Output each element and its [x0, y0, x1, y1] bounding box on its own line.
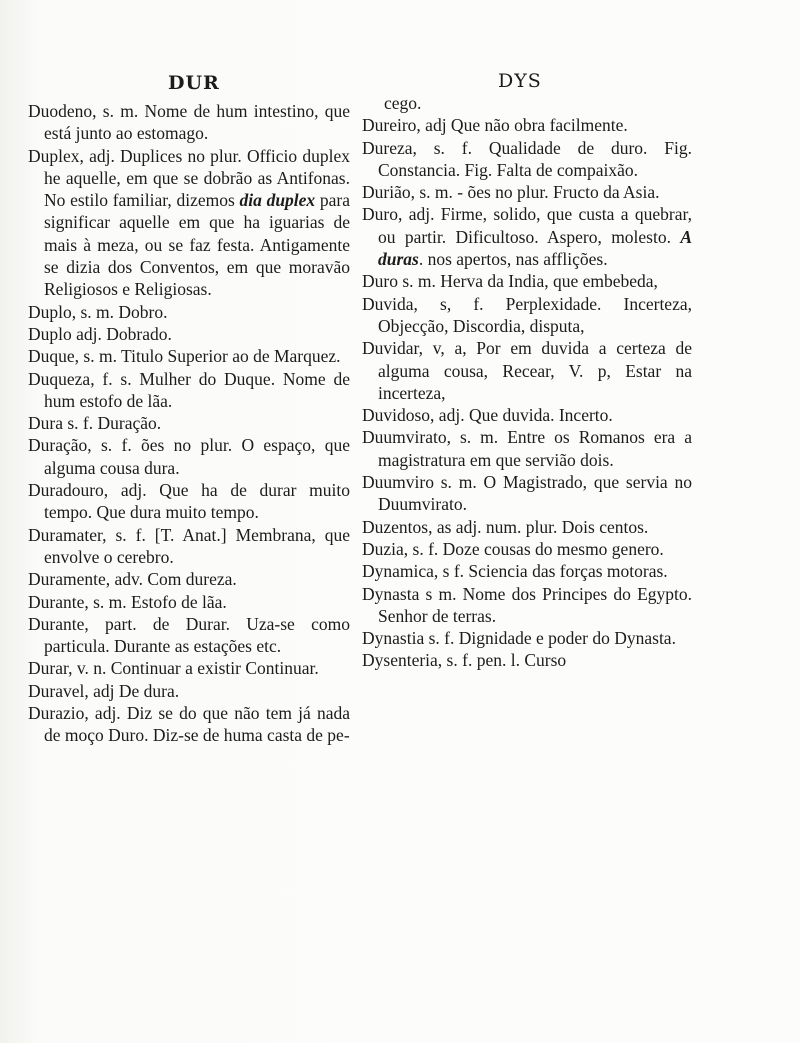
dictionary-entry — [362, 583, 692, 628]
entry-text: Duro, adj. Firme, solido, que custa a quebrar, ou partir. Dificultoso. Aspero, molesto. — [362, 204, 692, 247]
dictionary-entry — [28, 702, 350, 747]
entry-text: Duradouro, adj. Que ha de durar muito tempo. Que dura muito tempo. — [28, 480, 350, 523]
right-column-entries — [362, 92, 692, 672]
dictionary-entry — [28, 524, 350, 569]
entry-text: Duumviro s. m. O Magistrado, que servia no Duumvirato. — [362, 472, 692, 515]
entry-italic-phrase: A duras — [378, 226, 692, 270]
dictionary-entry — [28, 323, 350, 345]
dictionary-entry — [28, 657, 350, 679]
dictionary-entry — [28, 434, 350, 479]
entry-text: Duravel, adj De dura. — [28, 680, 180, 701]
dictionary-entry — [28, 301, 350, 323]
entry-text: Duro s. m. Herva da India, que embebeda, — [362, 271, 658, 292]
entry-text: Duzentos, as adj. num. plur. Dois centos. — [362, 516, 649, 537]
dictionary-entry — [362, 404, 692, 426]
entry-text: Dura s. f. Duração. — [28, 413, 162, 434]
entry-text: Duplo adj. Dobrado. — [28, 323, 172, 344]
entry-text: Durante, s. m. Estofo de lãa. — [28, 591, 227, 612]
dictionary-entry — [362, 137, 692, 182]
entry-text: Duqueza, f. s. Mulher do Duque. Nome de hum estofo de lãa. — [28, 368, 350, 411]
entry-text: Dynastia s. f. Dignidade e poder do Dynasta. — [362, 628, 676, 649]
entry-text: Dysenteria, s. f. pen. l. Curso — [362, 650, 567, 671]
entry-text: Duque, s. m. Titulo Superior ao de Marquez. — [28, 346, 341, 367]
entry-text: Dureza, s. f. Qualidade de duro. Fig. Constancia. Fig. Falta de compaixão. — [362, 137, 692, 180]
entry-text: Durião, s. m. - ões no plur. Fructo da Asia. — [362, 182, 660, 203]
entry-text: Duplo, s. m. Dobro. — [28, 301, 168, 322]
dictionary-entry — [28, 591, 350, 613]
entry-text-continued: . nos apertos, nas afflições. — [418, 249, 608, 270]
dictionary-entry — [362, 538, 692, 560]
right-column-header: DYS — [498, 70, 542, 92]
entry-text-continued: para significar aquelle em que ha iguarias de mais à meza, ou se faz festa. Antigamente se dizia dos Conventos, em que moravão Religiosos e Religiosas. — [44, 190, 351, 300]
left-column-header: DUR — [168, 72, 220, 94]
dictionary-entry — [362, 203, 692, 270]
dictionary-entry — [362, 516, 692, 538]
entry-text: Dynasta s m. Nome dos Principes do Egypto. Senhor de terras. — [362, 583, 692, 626]
entry-text: Durazio, adj. Diz se do que não tem já nada de moço Duro. Diz-se de huma casta de pe- — [28, 703, 350, 746]
entry-text: Dynamica, s f. Sciencia das forças motoras. — [362, 561, 668, 582]
dictionary-entry — [28, 145, 350, 301]
entry-text: Durante, part. de Durar. Uza-se como particula. Durante as estações etc. — [28, 613, 350, 657]
dictionary-entry — [28, 680, 350, 702]
entry-text: Duvidar, v, a, Por em duvida a certeza de alguma cousa, Recear, V. p, Estar na incerteza, — [362, 338, 692, 403]
dictionary-entry — [362, 627, 692, 649]
dictionary-entry — [362, 270, 692, 292]
entry-text: Duzia, s. f. Doze cousas do mesmo genero. — [362, 538, 664, 559]
entry-text: Duplex, adj. Duplices no plur. Officio duplex he aquelle, em que se dobrão as Antifonas. No estilo familiar, dizemos — [28, 145, 350, 211]
dictionary-entry — [28, 613, 350, 658]
dictionary-entry — [362, 181, 692, 203]
dictionary-entry — [28, 368, 350, 413]
dictionary-entry — [362, 426, 692, 471]
entry-text: Duração, s. f. ões no plur. O espaço, que alguma cousa dura. — [28, 435, 350, 478]
dictionary-entry — [362, 92, 692, 114]
entry-text: Durar, v. n. Continuar a existir Continuar. — [28, 658, 319, 679]
entry-text: Duumvirato, s. m. Entre os Romanos era a magistratura em que servião dois. — [362, 427, 692, 470]
dictionary-entry — [28, 100, 350, 145]
entry-text: Duramente, adv. Com dureza. — [28, 569, 237, 590]
entry-text: cego. — [384, 93, 422, 113]
entry-text: Dureiro, adj Que não obra facilmente. — [362, 115, 628, 136]
dictionary-entry — [28, 345, 350, 367]
left-column-entries — [28, 100, 350, 747]
entry-text: Duvidoso, adj. Que duvida. Incerto. — [362, 405, 613, 426]
entry-text: Duvida, s, f. Perplexidade. Incerteza, Objecção, Discordia, disputa, — [362, 293, 692, 336]
dictionary-entry — [28, 568, 350, 590]
dictionary-entry — [362, 471, 692, 516]
entry-text: Duodeno, s. m. Nome de hum intestino, que está junto ao estomago. — [28, 101, 350, 144]
dictionary-entry — [362, 114, 692, 136]
dictionary-entry — [28, 412, 350, 434]
dictionary-entry — [362, 649, 692, 671]
entry-text: Duramater, s. f. [T. Anat.] Membrana, que envolve o cerebro. — [28, 524, 350, 567]
entry-italic-phrase: dia duplex — [239, 190, 316, 211]
dictionary-entry — [28, 479, 350, 524]
dictionary-entry — [362, 337, 692, 404]
dictionary-entry — [362, 293, 692, 338]
dictionary-entry — [362, 560, 692, 582]
